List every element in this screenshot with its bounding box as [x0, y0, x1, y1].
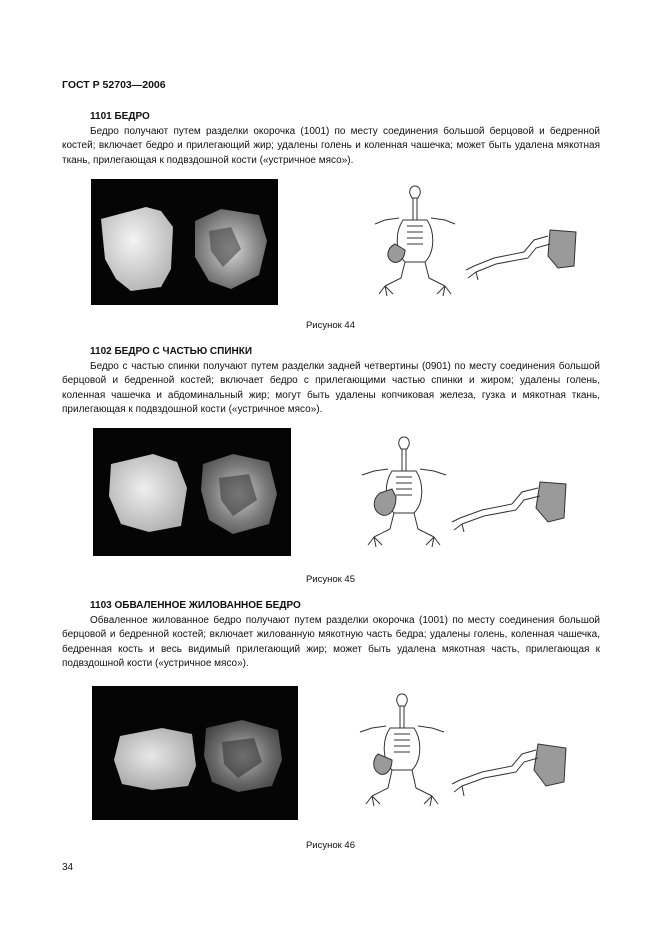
meat-photo-1103: [92, 686, 298, 820]
meat-photo-1102-drawing: [93, 428, 291, 556]
page-number: 34: [62, 862, 74, 873]
section-title-1101: 1101 БЕДРО: [90, 111, 150, 122]
meat-photo-1102: [93, 428, 291, 556]
figure-caption-46: Рисунок 46: [305, 840, 356, 851]
bird-skeleton-diagram-1103: [350, 690, 454, 812]
leg-bone-diagram-1103: [450, 740, 572, 802]
section-title-1102: 1102 БЕДРО С ЧАСТЬЮ СПИНКИ: [90, 346, 253, 357]
document-code: ГОСТ Р 52703—2006: [62, 79, 166, 91]
leg-bone-diagram-1102: [450, 478, 572, 538]
bird-skeleton-diagram-1101: [365, 182, 465, 302]
section-text-1103: Обваленное жилованное бедро получают путем разделки окорочка (1001) по месту соединения большой берцовой и бедренной костей; включает жилованную мякотную часть бедра; удалены голень, коленная чашечка, бедренная кость и весь видимый прилегающий жир; может быть удалена мякотная часть, прилегающая к подвздошной кости («устричное мясо»).: [62, 615, 600, 670]
bird-skeleton-diagram-1102: [352, 433, 456, 553]
meat-photo-1101: [91, 179, 278, 305]
section-text-1101: Бедро получают путем разделки окорочка (1001) по месту соединения большой берцовой и бедренной костей; включает бедро и прилегающий жир; удалены голень и коленная чашечка; может быть удалена мякотная ткань, прилегающая к подвздошной кости («устричное мясо»).: [62, 126, 600, 166]
leg-bone-diagram-1101: [464, 226, 582, 286]
section-text-1102: Бедро с частью спинки получают путем разделки задней четвертины (0901) по месту соединения большой берцовой и бедренной костей; включает бедро с прилегающими частью спинки и жиром; удалены голень, коленная чашечка и абдоминальный жир; могут быть удалены копчиковая железа, гузка и мякотная ткань, прилегающая к подвздошной кости («устричное мясо»).: [62, 361, 600, 416]
figure-caption-44: Рисунок 44: [305, 320, 356, 331]
meat-photo-1103-drawing: [92, 686, 298, 820]
section-title-1103: 1103 ОБВАЛЕННОЕ ЖИЛОВАННОЕ БЕДРО: [90, 600, 301, 611]
figure-caption-45: Рисунок 45: [305, 574, 356, 585]
meat-photo-1101-drawing: [91, 179, 278, 305]
